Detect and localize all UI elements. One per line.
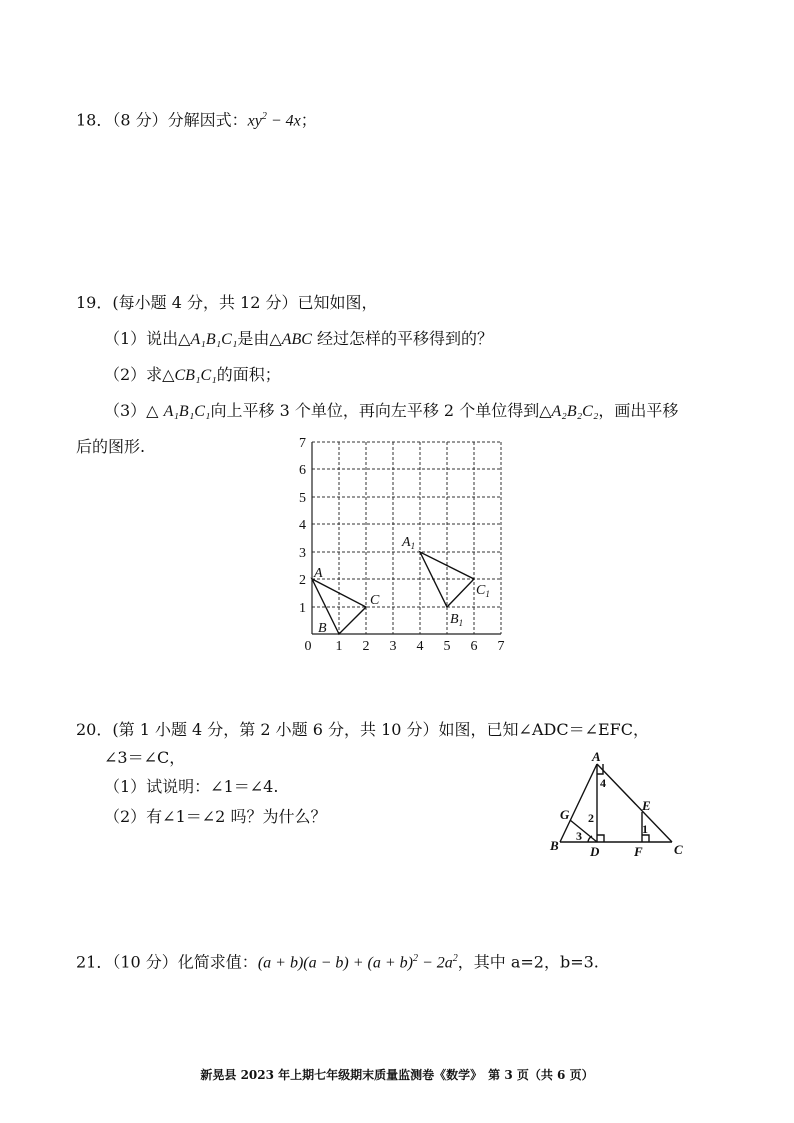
q20-condition: ∠3＝∠C， — [104, 748, 186, 767]
x-tick-1: 1 — [335, 639, 343, 654]
angle-label-3: 3 — [576, 829, 582, 843]
q18-expr-a: xy — [247, 112, 262, 130]
y-tick-4: 4 — [299, 518, 306, 533]
right-angle-d — [597, 835, 604, 842]
y-tick-1: 1 — [299, 601, 306, 616]
q19-p3-tri: A₁B₁C₁ — [163, 403, 211, 420]
q18-expr-sup: 2 — [261, 111, 267, 122]
x-tick-7: 7 — [497, 639, 505, 654]
y-tick-6: 6 — [299, 463, 306, 478]
q18-end: ； — [300, 110, 317, 130]
label-fig-a: A — [592, 749, 601, 764]
q19-p2-tri: CB₁C₁ — [174, 367, 217, 384]
label-a: A — [314, 566, 323, 581]
label-fig-d: D — [590, 844, 600, 859]
x-tick-6: 6 — [470, 639, 478, 654]
y-tick-3: 3 — [299, 546, 306, 561]
q21-sup2: 2 — [452, 953, 458, 964]
y-tick-2: 2 — [299, 573, 306, 588]
q21-expr: (a + b)(a − b) + (a + b) — [257, 954, 413, 972]
q19-title: 19．(每小题 4 分，共 12 分）已知如图， — [76, 293, 378, 312]
q19-p1-a: （1）说出△ — [104, 329, 191, 348]
label-c: C — [370, 593, 380, 608]
angle-arc-3 — [588, 836, 592, 842]
x-tick-0: 0 — [304, 639, 312, 654]
coordinate-grid-figure — [290, 436, 530, 656]
label-fig-b: B — [550, 838, 559, 853]
q18-prefix: 18．（8 分）分解因式： — [76, 110, 248, 130]
q21-sup: 2 — [412, 953, 418, 964]
line-ac — [597, 764, 672, 842]
q19-p1-c: 经过怎样的平移得到的？ — [311, 329, 494, 348]
q19-p1-abc: ABC — [281, 331, 312, 348]
y-tick-7: 7 — [299, 436, 306, 451]
x-tick-3: 3 — [389, 639, 397, 654]
q21-suffix: ，其中 a=2，b=3. — [457, 952, 599, 972]
label-fig-c: C — [674, 842, 683, 857]
angle-label-4: 4 — [600, 776, 606, 790]
question-18 — [76, 106, 317, 132]
label-fig-f: F — [634, 844, 643, 859]
q19-p3-c: ，画出平移 — [598, 401, 679, 420]
x-tick-4: 4 — [416, 639, 424, 654]
q20-part2: （2）有∠1＝∠2 吗？为什么？ — [104, 807, 327, 826]
q19-p2-b: 的面积； — [216, 365, 281, 384]
q20-part1: （1）试说明：∠1＝∠4. — [104, 777, 279, 796]
label-fig-e: E — [642, 798, 651, 813]
q19-part1 — [104, 328, 493, 351]
y-tick-labels — [299, 436, 306, 616]
right-angle-f — [642, 835, 649, 842]
q19-part3 — [104, 400, 678, 423]
q19-p3-a: （3）△ — [104, 401, 164, 420]
q19-p2-a: （2）求△ — [104, 365, 175, 384]
q18-expr-b: − 4x — [266, 112, 301, 130]
x-tick-labels — [305, 639, 505, 654]
triangle-figure — [548, 750, 698, 858]
angle-label-2: 2 — [588, 811, 594, 825]
label-c1: $C_1$ — [476, 583, 490, 599]
x-tick-5: 5 — [443, 639, 451, 654]
y-tick-5: 5 — [299, 491, 306, 506]
q20-title: 20．(第 1 小题 4 分，第 2 小题 6 分，共 10 分）如图，已知∠ADC＝∠EFC， — [76, 720, 650, 739]
page-footer: 新晃县 2023 年上期七年级期末质量监测卷《数学》 第 3 页（共 6 页） — [200, 1068, 594, 1082]
x-tick-2: 2 — [362, 639, 370, 654]
q19-p3-b: 向上平移 3 个单位，再向左平移 2 个单位得到△ — [210, 401, 552, 420]
q21-prefix: 21．（10 分）化简求值： — [76, 952, 258, 972]
q19-part2 — [104, 364, 281, 387]
label-b1: $B_1$ — [450, 612, 464, 628]
q19-p1-tri: A₁B₁C₁ — [190, 331, 238, 348]
q19-p3-tri2: A₂B₂C₂ — [551, 403, 599, 420]
label-a1: $A_1$ — [402, 535, 416, 551]
question-21 — [76, 948, 599, 974]
q21-expr2: − 2a — [417, 954, 453, 972]
label-b: B — [318, 621, 327, 636]
q19-p1-b: 是由△ — [237, 329, 282, 348]
angle-label-1: 1 — [642, 822, 648, 836]
q19-part3-cont: 后的图形. — [76, 437, 146, 456]
label-fig-g: G — [560, 807, 570, 822]
